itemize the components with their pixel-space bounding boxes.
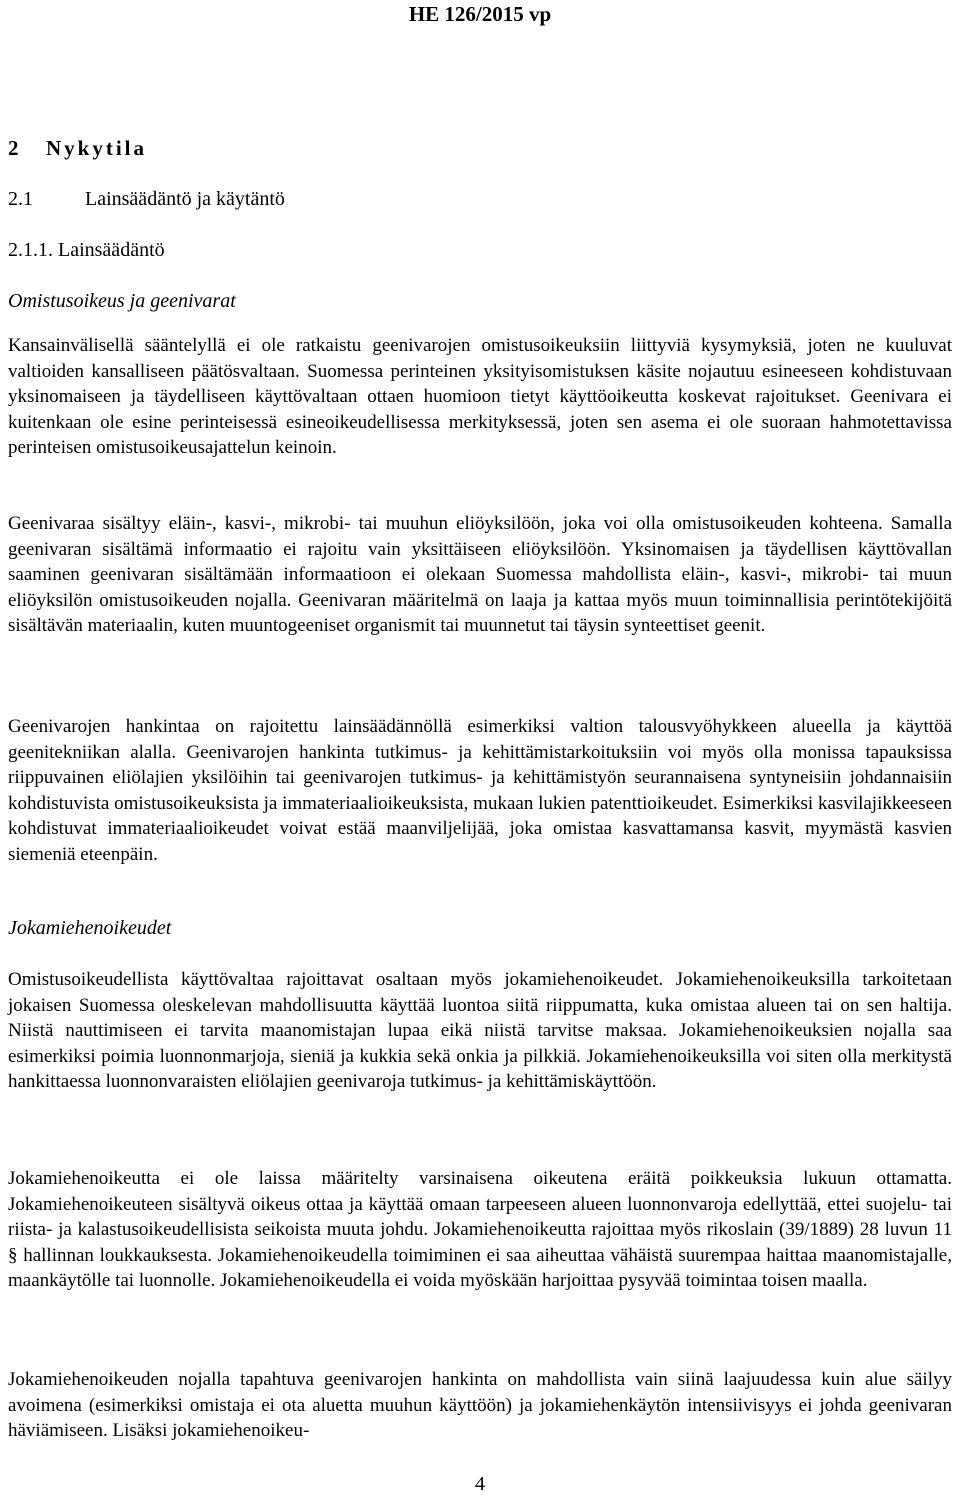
- ownership-heading: Omistusoikeus ja geenivarat: [8, 290, 236, 312]
- everyman-rights-heading: Jokamiehenoikeudet: [8, 917, 172, 939]
- section-number: 2.1: [8, 188, 33, 210]
- chapter-number: 2: [8, 136, 19, 160]
- section-title: Lainsäädäntö ja käytäntö: [85, 188, 285, 210]
- paragraph: Kansainvälisellä sääntelyllä ei ole ratkaistu geenivarojen omistusoikeuksiin liittyviä kysymyksiä, joten ne kuuluvat valtioiden kansalliseen päätösvaltaan. Suomessa perinteinen yksityisomistuksen käsite nojautuu esineeseen kohdistuvaan yksinomaiseen ja täydelliseen käyttövaltaan ottaen huomioon tietyt käyttöoikeutta koskevat rajoitukset. Geenivara ei kuitenkaan ole esine perinteisessä esineoikeudellisessa merkityksessä, joten sen asema ei ole suoraan hahmotettavissa perinteisen omistusoikeusajattelun keinoin.: [8, 335, 952, 458]
- page-number: 4: [475, 1473, 485, 1495]
- chapter-title: Nykytila: [46, 136, 148, 160]
- paragraph: Omistusoikeudellista käyttövaltaa rajoittavat osaltaan myös jokamiehenoikeudet. Jokamiehenoikeuksilla tarkoitetaan jokaisen Suomessa oleskelevan mahdollisuutta käyttää luontoa siitä riippumatta, kuka omistaa alueen tai on sen haltija. Niistä nauttimiseen ei tarvita maanomistajan lupaa eikä niistä tarvitse maksaa. Jokamiehenoikeuksien nojalla saa esimerkiksi poimia luonnonmarjoja, sieniä ja kukkia sekä onkia ja pilkkiä. Jokamiehenoikeuksilla voi siten olla merkitystä hankittaessa luonnonvaraisten eliölajien geenivaroja tutkimus- ja kehittämiskäyttöön.: [8, 969, 952, 1092]
- paragraph: Jokamiehenoikeuden nojalla tapahtuva geenivarojen hankinta on mahdollista vain siinä laajuudessa kuin alue säilyy avoimena (esimerkiksi omistaja ei ota aluetta muuhun käyttöön) ja jokamiehenkäytön intensiivisyys ei johda geenivaran häviämiseen. Lisäksi jokamiehenoikeu-: [8, 1369, 952, 1441]
- subsection-heading: 2.1.1. Lainsäädäntö: [8, 239, 165, 261]
- section-heading: [8, 186, 285, 212]
- paragraph: Geenivaraa sisältyy eläin-, kasvi-, mikrobi- tai muuhun eliöyksilöön, joka voi olla omistusoikeuden kohteena. Samalla geenivaran sisältämä informaatio ei rajoitu vain yksittäiseen eliöyksilöön. Yksinomaisen ja täydellisen käyttövallan saaminen geenivaran sisältämään informaatioon ei olekaan Suomessa mahdollista eläin-, kasvi-, mikrobi- tai muun eliöyksilön omistusoikeuden nojalla. Geenivaran määritelmä on laaja ja kattaa myös muun toiminnallisia perintötekijöitä sisältävän materiaalin, kuten muuntogeeniset organismit tai muunnetut tai täysin synteettiset geenit.: [8, 513, 952, 636]
- chapter-heading: [8, 135, 147, 161]
- paragraph: Geenivarojen hankintaa on rajoitettu lainsäädännöllä esimerkiksi valtion talousvyöhykkeen alueella ja käyttöä geenitekniikan alalla. Geenivarojen hankinta tutkimus- ja kehittämistarkoituksiin voi myös olla monissa tapauksissa riippuvainen eliölajien yksilöihin tai geenivarojen tutkimus- ja kehittämistyön seurannaisena syntyneisiin johdannaisiin kohdistuvista omistusoikeuksista ja immateriaalioikeuksista, mukaan lukien patenttioikeudet. Esimerkiksi kasvilajikkeeseen kohdistuvat immateriaalioikeudet voivat estää maanviljelijää, joka omistaa kasvattamansa kasvit, myymästä kasvien siemeniä eteenpäin.: [8, 716, 952, 865]
- paragraph: Jokamiehenoikeutta ei ole laissa määritelty varsinaisena oikeutena eräitä poikkeuksia lukuun ottamatta. Jokamiehenoikeuteen sisältyvä oikeus ottaa ja käyttää omaan tarpeeseen alueen luonnonvaroja edellyttää, ettei suojelu- tai riista- ja kalastusoikeudellisista seikoista muuta johdu. Jokamiehenoikeutta rajoittaa myös rikoslain (39/1889) 28 luvun 11 § hallinnan loukkauksesta. Jokamiehenoikeudella toimiminen ei saa aiheuttaa vähäistä suurempaa haittaa maanomistajalle, maankäytölle tai luonnolle. Jokamiehenoikeudella ei voida myöskään harjoittaa pysyvää toimintaa toisen maalla.: [8, 1168, 952, 1291]
- document-header: HE 126/2015 vp: [408, 2, 552, 26]
